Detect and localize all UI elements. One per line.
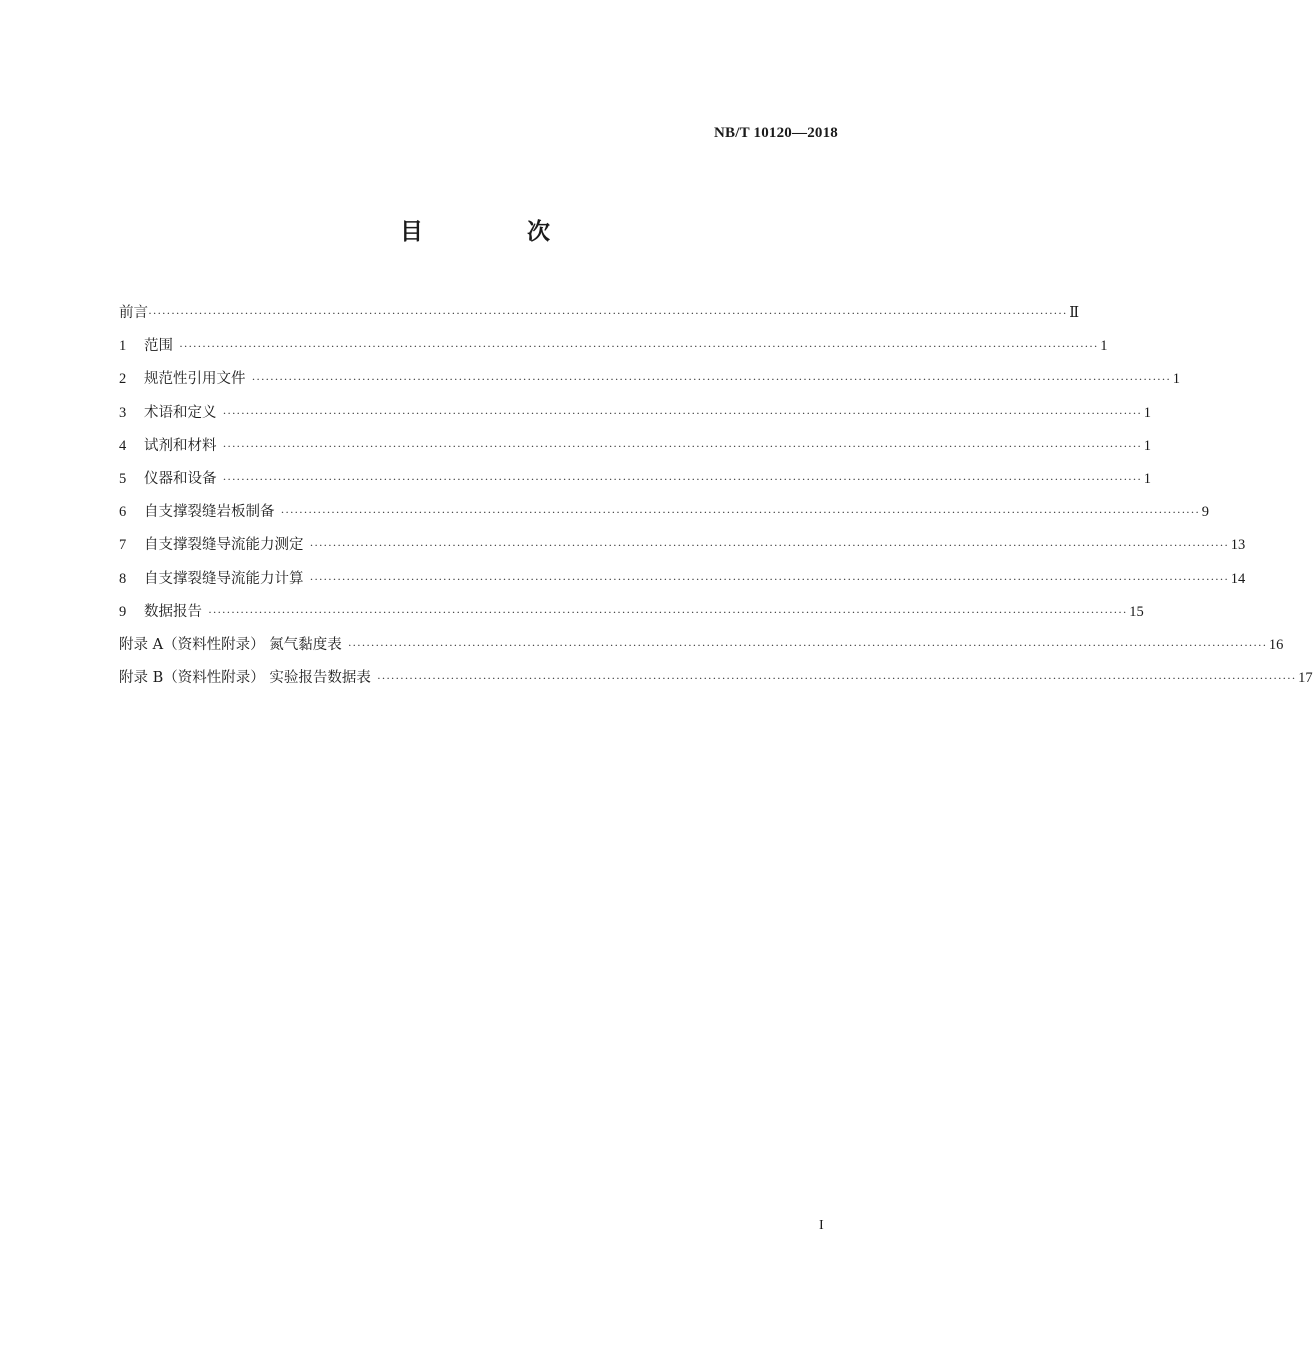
toc-leader-dots: ········································································································································································································ (347, 637, 1267, 652)
toc-entry-label: 仪器和设备 (144, 470, 217, 487)
toc-entry-page: 17 (1298, 670, 1313, 687)
standard-code: NB/T 10120—2018 (714, 125, 838, 141)
toc-entry-number: 5 (119, 470, 127, 487)
toc-entry-page: 1 (1143, 470, 1151, 487)
toc-entry-label: 自支撑裂缝导流能力测定 (144, 537, 304, 554)
toc-entry-number: 1 (119, 338, 127, 355)
toc-entry-number: 6 (119, 504, 127, 521)
toc-leader-dots: ········································································································································································································ (222, 471, 1142, 486)
toc-entry-page: 1 (1143, 404, 1151, 421)
toc-entry-slab-preparation[interactable] (119, 500, 1209, 533)
toc-entry-data-report[interactable] (119, 600, 1144, 633)
toc-entry-page: 1 (1143, 437, 1151, 454)
toc-leader-dots: ········································································································································································································ (208, 604, 1128, 619)
toc-entry-reagents[interactable] (119, 434, 1151, 467)
toc-entry-label: 试剂和材料 (144, 437, 217, 454)
toc-entry-page: 16 (1268, 636, 1284, 653)
toc-entry-conductivity-calculation[interactable] (119, 567, 1246, 600)
toc-entry-appendix-a[interactable] (119, 633, 1284, 666)
toc-entry-apparatus[interactable] (119, 467, 1151, 500)
toc-entry-page: 15 (1129, 603, 1144, 620)
toc-leader-dots: ········································································································································································································ (309, 571, 1229, 586)
toc-entry-number: 9 (119, 603, 127, 620)
toc-entry-label: 附录 A（资料性附录） 氮气黏度表 (119, 636, 342, 653)
toc-entry-page: 9 (1201, 504, 1209, 521)
toc-entry-number: 8 (119, 570, 127, 587)
toc-entry-terms[interactable] (119, 401, 1151, 434)
toc-leader-dots: ········································································································································································································ (179, 339, 1099, 354)
toc-entry-foreword[interactable] (119, 301, 1080, 334)
toc-entry-label: 数据报告 (144, 603, 202, 620)
toc-entry-label: 术语和定义 (144, 404, 217, 421)
page-number: I (819, 1218, 824, 1233)
toc-leader-dots: ········································································································································································································ (251, 372, 1171, 387)
toc-entry-appendix-b[interactable] (119, 666, 1313, 699)
toc-entry-label: 附录 B（资料性附录） 实验报告数据表 (119, 670, 371, 687)
toc-entry-label: 自支撑裂缝岩板制备 (144, 504, 275, 521)
toc-entry-page: Ⅱ (1069, 305, 1080, 321)
page-title: 目 次 (399, 219, 598, 245)
toc-leader-dots: ········································································································································································································ (222, 405, 1142, 420)
toc-entry-label: 前言 (119, 305, 148, 321)
toc-leader-dots: ········································································································································································································ (222, 438, 1142, 453)
toc-entry-page: 1 (1100, 338, 1108, 355)
toc-entry-scope[interactable] (119, 334, 1108, 367)
table-of-contents (119, 301, 1313, 699)
toc-entry-label: 规范性引用文件 (144, 371, 246, 388)
toc-entry-normative-references[interactable] (119, 367, 1180, 400)
toc-entry-page: 1 (1172, 371, 1180, 388)
toc-leader-dots: ········································································································································································································ (309, 538, 1229, 553)
toc-entry-label: 自支撑裂缝导流能力计算 (144, 570, 304, 587)
toc-entry-label: 范围 (144, 338, 173, 355)
toc-entry-number: 7 (119, 537, 127, 554)
toc-leader-dots: ········································································································································································································ (148, 306, 1068, 320)
toc-leader-dots: ········································································································································································································ (376, 671, 1297, 686)
toc-entry-page: 14 (1230, 570, 1246, 587)
toc-entry-conductivity-test[interactable] (119, 533, 1246, 566)
toc-leader-dots: ········································································································································································································ (280, 505, 1200, 520)
toc-entry-number: 2 (119, 371, 127, 388)
toc-entry-page: 13 (1230, 537, 1246, 554)
toc-entry-number: 3 (119, 404, 127, 421)
toc-entry-number: 4 (119, 437, 127, 454)
